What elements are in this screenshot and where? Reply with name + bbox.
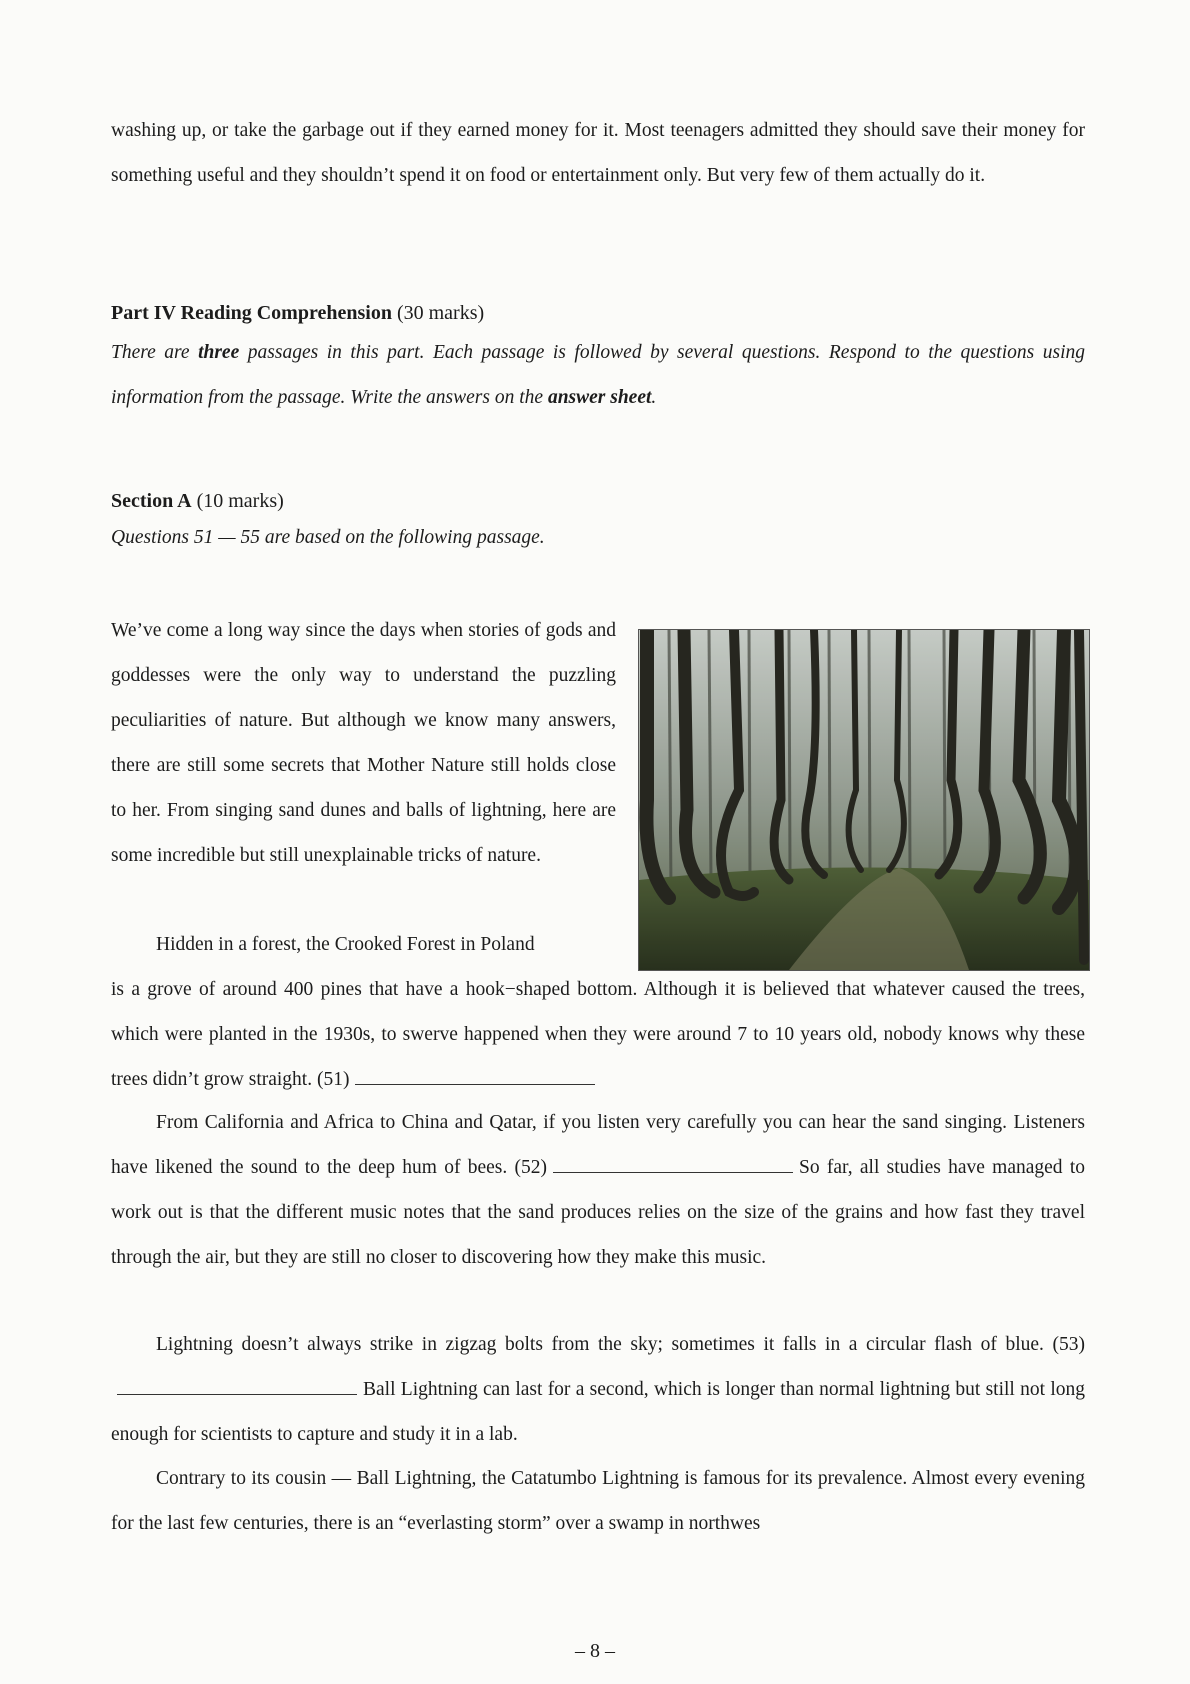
paragraph-4-text-pre: Lightning doesn’t always strike in zigzag bolts from the sky; sometimes it falls in a circular flash of blue. (53): [156, 1334, 1085, 1355]
answer-blank-53[interactable]: [117, 1393, 357, 1395]
top-paragraph: washing up, or take the garbage out if they earned money for it. Most teenagers admitted they should save their money for something useful and they shouldn’t spend it on food or entertainment only. But very few of them actually do it.: [111, 120, 1085, 186]
passage-paragraph-3: [111, 1100, 1085, 1280]
part-heading-marks: (30 marks): [391, 302, 485, 324]
section-heading-marks: (10 marks): [191, 490, 284, 512]
paragraph-2-text: is a grove of around 400 pines that have a hook−shaped bottom. Although it is believed that whatever caused the trees, which were planted in the 1930s, to swerve happened when they were around 7 to 10 years old, nobody knows why these trees didn’t grow straight. (51): [111, 979, 1085, 1090]
instructions-pre: There are: [111, 342, 199, 363]
instructions-bold-three: three: [198, 342, 240, 363]
passage-paragraph-2-rest: [111, 967, 1085, 1102]
passage-paragraph-1: We’ve come a long way since the days when stories of gods and goddesses were the only way to understand the puzzling peculiarities of nature. But although we know many answers, there are still some secrets that Mother Nature still holds close to her. From singing sand dunes and balls of lightning, here are some incredible but still unexplainable tricks of nature.: [111, 620, 616, 866]
part-heading: [111, 298, 1085, 328]
page-number: – 8 –: [575, 1640, 615, 1662]
paragraph-3-text-post: So far, all studies have managed to work out is that the different music notes that the sand produces relies on the size of the grains and how fast they travel through the air, but they are still no closer to discovering how they make this music.: [111, 1157, 1085, 1268]
instructions-post: .: [651, 387, 657, 408]
paragraph-3-text-pre: From California and Africa to China and Qatar, if you listen very carefully you can hear the sand singing. Listeners have likened the sound to the deep hum of bees. (52): [111, 1112, 1085, 1178]
crooked-forest-photo: [638, 629, 1090, 971]
passage-paragraph-2-first-line: Hidden in a forest, the Crooked Forest in Poland: [156, 934, 535, 955]
passage-paragraph-4: [111, 1322, 1085, 1457]
part-heading-title: Part IV Reading Comprehension: [111, 302, 392, 324]
section-heading: [111, 486, 1085, 516]
instructions-bold-answer-sheet: answer sheet: [547, 387, 652, 408]
instructions-mid: passages in this part. Each passage is followed by several questions. Respond to the questions using information from the passage. Write the answers on the: [111, 342, 1085, 408]
section-heading-title: Section A: [111, 490, 192, 512]
section-instruction: Questions 51 — 55 are based on the following passage.: [111, 527, 545, 548]
passage-paragraph-5: Contrary to its cousin — Ball Lightning, the Catatumbo Lightning is famous for its prevalence. Almost every evening for the last few centuries, there is an “everlasting storm” over a swamp in northwes: [111, 1468, 1085, 1534]
answer-blank-52[interactable]: [553, 1171, 793, 1173]
part-instructions: [111, 330, 1085, 420]
answer-blank-51[interactable]: [355, 1083, 595, 1085]
crooked-forest-image: [639, 630, 1089, 970]
paragraph-4-text-post: Ball Lightning can last for a second, which is longer than normal lightning but still not long enough for scientists to capture and study it in a lab.: [111, 1379, 1085, 1445]
